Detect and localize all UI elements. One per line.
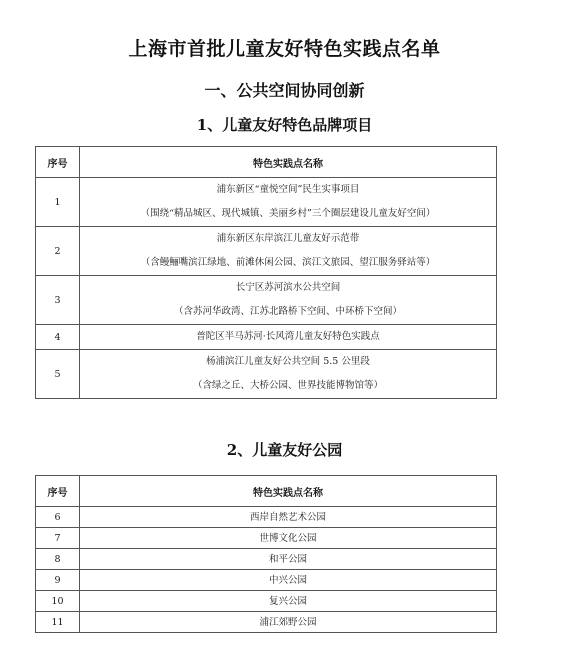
group-heading-parks: 2、儿童友好公园: [226, 441, 343, 459]
table-row: [36, 350, 497, 399]
row-name: 和平公园: [268, 553, 307, 565]
row-index: 11: [36, 612, 80, 633]
table-header-row: [36, 476, 497, 507]
table-row: [36, 591, 497, 612]
brand-projects-table: [35, 146, 497, 399]
row-name: 复兴公园: [268, 595, 307, 607]
column-header-index: 序号: [36, 476, 80, 507]
row-name: 中兴公园: [268, 574, 307, 586]
row-index: 9: [36, 570, 80, 591]
row-index: 10: [36, 591, 80, 612]
row-name-cell: [80, 612, 497, 633]
table-header-row: [36, 147, 497, 178]
column-header-name: 特色实践点名称: [80, 147, 497, 178]
row-name: 杨浦滨江儿童友好公共空间 5.5 公里段: [206, 356, 370, 367]
row-name-cell: [80, 549, 497, 570]
row-index: 5: [36, 350, 80, 399]
row-index: 1: [36, 178, 80, 227]
row-name-cell: [80, 591, 497, 612]
row-name-cell: [80, 178, 497, 227]
row-name: 世博文化公园: [259, 532, 317, 544]
row-name: 西岸自然艺术公园: [249, 511, 326, 523]
row-index: 4: [36, 325, 80, 350]
row-index: 6: [36, 507, 80, 528]
row-index: 3: [36, 276, 80, 325]
row-name: 浦江郊野公园: [259, 616, 317, 628]
row-name-cell: [80, 276, 497, 325]
row-name-cell: [80, 227, 497, 276]
section-heading: 一、公共空间协同创新: [204, 81, 365, 100]
table-row: [36, 227, 497, 276]
table-row: [36, 325, 497, 350]
row-name: 普陀区半马苏河·长风湾儿童友好特色实践点: [196, 331, 380, 342]
table-row: [36, 178, 497, 227]
table-row: [36, 507, 497, 528]
row-name: 浦东新区“童悦空间”民生实事项目: [216, 184, 360, 195]
document-title: 上海市首批儿童友好特色实践点名单: [128, 38, 441, 60]
table-row: [36, 528, 497, 549]
row-name-cell: [80, 325, 497, 350]
row-name-cell: [80, 507, 497, 528]
row-name-cell: [80, 350, 497, 399]
row-name-cell: [80, 570, 497, 591]
table-row: [36, 612, 497, 633]
row-index: 8: [36, 549, 80, 570]
row-name-cell: [80, 528, 497, 549]
row-name: 浦东新区东岸滨江儿童友好示范带: [216, 233, 360, 244]
row-detail: （围绕“精品城区、现代城镇、美丽乡村”三个圈层建设儿童友好空间）: [140, 208, 436, 219]
column-header-index: 序号: [36, 147, 80, 178]
row-detail: （含苏河华政湾、江苏北路桥下空间、中环桥下空间）: [173, 306, 402, 317]
row-detail: （含鳗鲡嘴滨江绿地、前滩休闲公园、滨江文旅园、望江服务驿站等）: [140, 257, 436, 268]
row-index: 7: [36, 528, 80, 549]
row-detail: （含绿之丘、大桥公园、世界技能博物馆等）: [192, 380, 383, 391]
parks-table: [35, 475, 497, 633]
table-row: [36, 549, 497, 570]
column-header-name: 特色实践点名称: [80, 476, 497, 507]
table-row: [36, 570, 497, 591]
table-row: [36, 276, 497, 325]
row-name: 长宁区苏河滨水公共空间: [235, 282, 341, 293]
row-index: 2: [36, 227, 80, 276]
group-heading-brand-projects: 1、儿童友好特色品牌项目: [196, 116, 373, 134]
